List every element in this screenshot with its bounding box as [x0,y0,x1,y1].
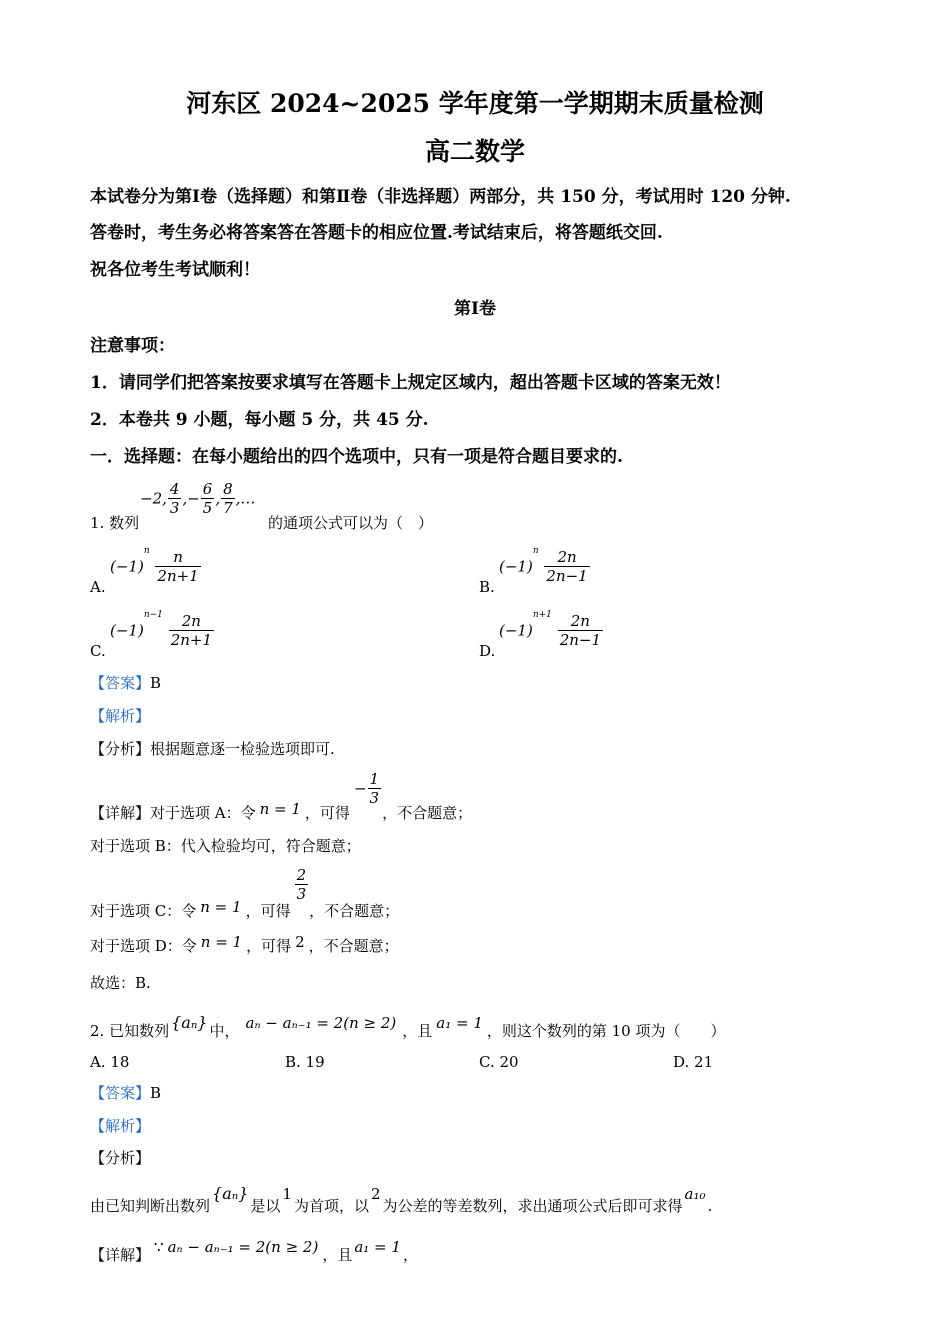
q2-analysis: 由已知判断出数列{aₙ}是以1为首项，以2为公差的等差数列，求出通项公式后即可求得a₁₀. [90,1184,713,1215]
q2-recurrence: aₙ − aₙ₋₁ = 2(n ≥ 2) [245,1014,397,1032]
exam-subject: 高二数学 [424,137,525,166]
answer-value: B [150,1084,162,1102]
q2-answer-line [90,1082,161,1103]
intro-line-2: 答卷时，考生务必将答案答在答题卡的相应位置.考试结束后，将答题纸交回. [90,223,663,243]
note-2: 2．本卷共 9 小题，每小题 5 分，共 45 分. [90,410,429,430]
q1-fenxi: 【分析】根据题意逐一检验选项即可. [90,740,335,758]
q1-detail-c: 对于选项 C：令 n = 1 ，可得 $\frac{2}{3}$ ，不合题意； [90,866,400,920]
notes-title: 注意事项： [90,336,175,356]
q1-detail-d: 对于选项 D：令 n = 1 ，可得 2 ，不合题意； [90,933,399,955]
note-1: 1．请同学们把答案按要求填写在答题卡上规定区域内，超出答题卡区域的答案无效！ [90,373,731,393]
answer-tag: 【答案】 [90,674,151,692]
q2-option-b[interactable]: B. 19 [285,1053,325,1071]
answer-tag: 【答案】 [90,1084,151,1102]
q2-seq-name: {aₙ} [171,1013,208,1032]
q1-conclusion: 故选：B. [90,974,151,992]
q1-suffix: 的通项公式可以为（ ） [268,514,434,532]
seq-frac-2: $\frac{6}{5}$ [202,480,213,517]
q2-option-c[interactable]: C. 20 [479,1053,519,1071]
intro-line-1: 本试卷分为第Ⅰ卷（选择题）和第Ⅱ卷（非选择题）两部分，共 150 分，考试用时 120 分钟. [90,187,791,207]
q1-detail-b: 对于选项 B：代入检验均可，符合题意； [90,837,361,855]
q2-fenxi: 【分析】 [90,1149,151,1167]
q1-prefix: 1. 数列 [90,514,140,532]
section-heading: 一．选择题：在每小题给出的四个选项中，只有一项是符合题目要求的. [90,447,623,467]
q2-stem: 2. 已知数列 {aₙ} 中， aₙ − aₙ₋₁ = 2(n ≥ 2) ，且 a₁ = 1 ，则这个数列的第 10 项为（ ） [90,1013,726,1040]
seq-frac-1: $\frac{4}{3}$ [169,480,180,517]
q1-analysis-tag: 【解析】 [90,707,151,725]
q2-option-d[interactable]: D. 21 [673,1053,714,1071]
q1-sequence: −2, $\frac{4}{3}$ ,− $\frac{6}{5}$ , $\frac{8}{7}$ ,… [140,480,256,517]
exam-title: 河东区 2024~2025 学年度第一学期期末质量检测 [186,89,764,118]
seq-frac-3: $\frac{8}{7}$ [223,480,233,517]
part1-heading: 第Ⅰ卷 [454,299,496,319]
q1-detail-a: 【详解】对于选项 A：令 n = 1 ，可得− $\frac{1}{3}$ ，不合题意； [90,770,473,822]
q2-detail: 【详解】 ∵ aₙ − aₙ₋₁ = 2(n ≥ 2) ，且 a₁ = 1 ， [90,1238,418,1264]
answer-value: B [150,674,162,692]
q2-option-a[interactable]: A. 18 [90,1053,130,1071]
q2-initial: a₁ = 1 [436,1014,483,1032]
q2-analysis-tag: 【解析】 [90,1117,151,1135]
intro-line-3: 祝各位考生考试顺利！ [90,260,260,280]
q1-answer-line [90,672,161,693]
